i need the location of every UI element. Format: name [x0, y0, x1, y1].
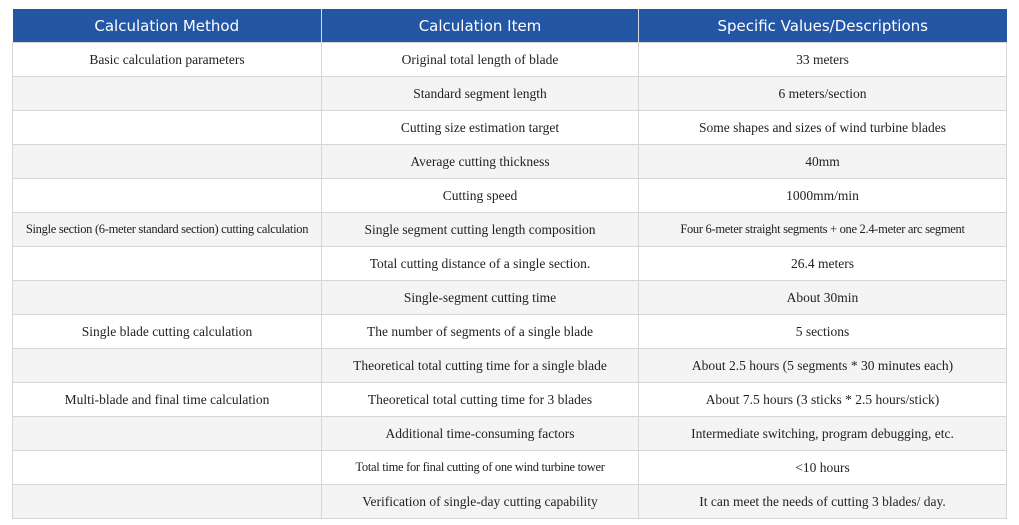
item-cell: Single segment cutting length composition — [322, 213, 639, 247]
value-cell: Intermediate switching, program debugging, etc. — [639, 417, 1007, 451]
table-row — [13, 145, 1007, 179]
calculation-table — [12, 9, 1007, 519]
method-cell — [13, 349, 322, 383]
method-cell: Single section (6-meter standard section) cutting calculation — [13, 213, 322, 247]
item-cell: Cutting size estimation target — [322, 111, 639, 145]
value-cell: Some shapes and sizes of wind turbine blades — [639, 111, 1007, 145]
table-row — [13, 247, 1007, 281]
value-cell: 1000mm/min — [639, 179, 1007, 213]
item-cell: Theoretical total cutting time for 3 blades — [322, 383, 639, 417]
method-cell — [13, 451, 322, 485]
item-cell: Theoretical total cutting time for a single blade — [322, 349, 639, 383]
table-row — [13, 77, 1007, 111]
value-cell: 5 sections — [639, 315, 1007, 349]
value-cell: About 7.5 hours (3 sticks * 2.5 hours/stick) — [639, 383, 1007, 417]
method-cell: Single blade cutting calculation — [13, 315, 322, 349]
method-cell — [13, 281, 322, 315]
method-cell — [13, 417, 322, 451]
value-cell: 26.4 meters — [639, 247, 1007, 281]
value-cell: It can meet the needs of cutting 3 blades/ day. — [639, 485, 1007, 519]
header-calculation-item: Calculation Item — [322, 9, 639, 43]
header-row — [13, 9, 1007, 43]
method-cell: Basic calculation parameters — [13, 43, 322, 77]
method-cell — [13, 145, 322, 179]
value-cell: 40mm — [639, 145, 1007, 179]
table-row — [13, 383, 1007, 417]
item-cell: Original total length of blade — [322, 43, 639, 77]
value-cell: 6 meters/section — [639, 77, 1007, 111]
method-cell — [13, 77, 322, 111]
table-row — [13, 179, 1007, 213]
calculation-table-container — [12, 9, 1006, 519]
table-row — [13, 213, 1007, 247]
value-cell: <10 hours — [639, 451, 1007, 485]
method-cell: Multi-blade and final time calculation — [13, 383, 322, 417]
item-cell: Single-segment cutting time — [322, 281, 639, 315]
item-cell: Verification of single-day cutting capability — [322, 485, 639, 519]
header-specific-values: Specific Values/Descriptions — [639, 9, 1007, 43]
table-row — [13, 281, 1007, 315]
table-row — [13, 43, 1007, 77]
table-row — [13, 315, 1007, 349]
item-cell: Standard segment length — [322, 77, 639, 111]
table-row — [13, 485, 1007, 519]
item-cell: The number of segments of a single blade — [322, 315, 639, 349]
item-cell: Additional time-consuming factors — [322, 417, 639, 451]
method-cell — [13, 485, 322, 519]
table-row — [13, 417, 1007, 451]
method-cell — [13, 247, 322, 281]
method-cell — [13, 111, 322, 145]
table-row — [13, 349, 1007, 383]
item-cell: Total cutting distance of a single section. — [322, 247, 639, 281]
item-cell: Average cutting thickness — [322, 145, 639, 179]
value-cell: About 2.5 hours (5 segments * 30 minutes each) — [639, 349, 1007, 383]
method-cell — [13, 179, 322, 213]
value-cell: 33 meters — [639, 43, 1007, 77]
value-cell: Four 6-meter straight segments + one 2.4-meter arc segment — [639, 213, 1007, 247]
value-cell: About 30min — [639, 281, 1007, 315]
table-row — [13, 111, 1007, 145]
item-cell: Cutting speed — [322, 179, 639, 213]
table-row — [13, 451, 1007, 485]
item-cell: Total time for final cutting of one wind turbine tower — [322, 451, 639, 485]
header-calculation-method: Calculation Method — [13, 9, 322, 43]
